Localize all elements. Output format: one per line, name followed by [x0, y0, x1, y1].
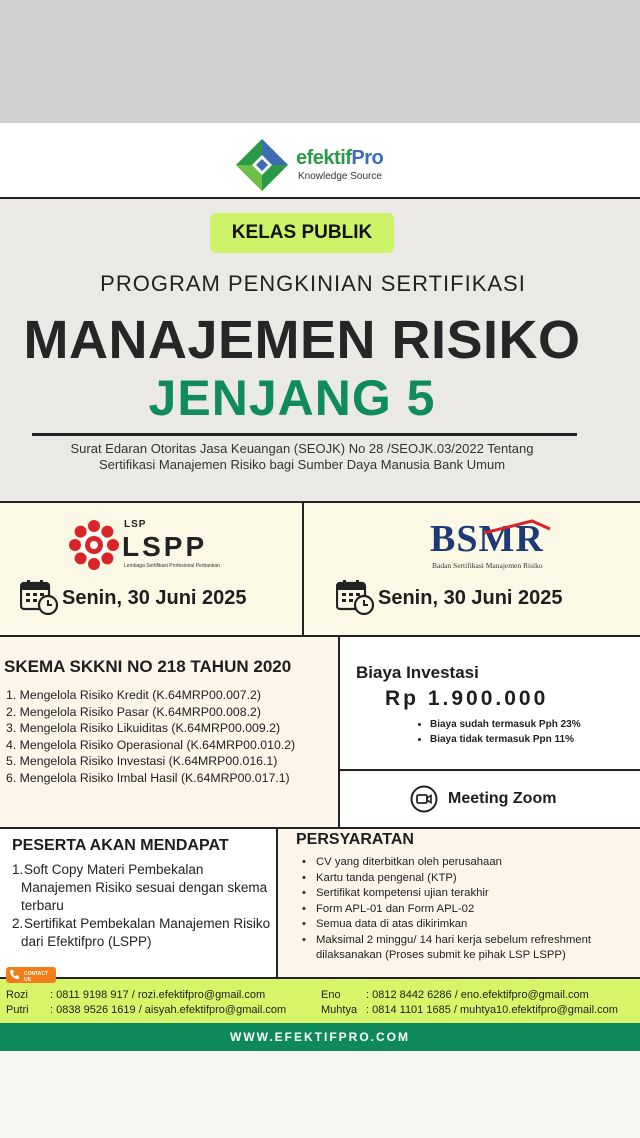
bsmr-tagline: Badan Sertifikasi Manajemen Risiko	[432, 561, 543, 570]
calendar-clock-icon	[336, 579, 374, 615]
brand-tagline: Knowledge Source	[298, 171, 382, 182]
skema-item: 1. Mengelola Risiko Kredit (K.64MRP00.007.2)	[6, 688, 261, 702]
biaya-title: Biaya Investasi	[356, 663, 479, 682]
persyaratan-item: • Sertifikat kompetensi ujian terakhir	[302, 886, 632, 902]
peserta-title: PESERTA AKAN MENDAPAT	[12, 837, 229, 854]
contact-detail[interactable]: : 0811 9198 917 / rozi.efektifpro@gmail.com	[50, 989, 266, 1001]
lspp-tagline: Lembaga Sertifikasi Profesional Perbankan	[124, 563, 220, 569]
lspp-date-text: Senin, 30 Juni 2025	[62, 587, 247, 609]
bottom-blank-area	[0, 1051, 640, 1138]
contact-name: Eno	[321, 989, 341, 1001]
title-divider	[32, 433, 577, 436]
contact-detail[interactable]: : 0838 9526 1619 / aisyah.efektifpro@gmail.com	[50, 1004, 287, 1016]
bsmr-date-text: Senin, 30 Juni 2025	[378, 587, 563, 609]
contact-us-badge	[6, 967, 56, 983]
persyaratan-item: • Maksimal 2 minggu/ 14 hari kerja sebelum refreshment dilaksanakan (Proses submit ke pihak LSP LSPP)	[302, 933, 632, 964]
lspp-wordmark: LSPP	[122, 531, 208, 562]
skema-item: 6. Mengelola Risiko Imbal Hasil (K.64MRP00.017.1)	[6, 770, 290, 785]
bsmr-panel	[304, 503, 640, 635]
meeting-zoom-panel	[340, 773, 640, 827]
contact-name: Muhtya	[321, 1004, 358, 1016]
bsmr-logo	[430, 517, 560, 577]
main-title: MANAJEMEN RISIKO	[23, 310, 581, 370]
benefits-requirements-row	[0, 829, 640, 979]
kelas-publik-badge: KELAS PUBLIK	[210, 213, 394, 253]
biaya-notes	[430, 717, 581, 747]
organizers-row	[0, 503, 640, 637]
skema-title: SKEMA SKKNI NO 218 TAHUN 2020	[4, 657, 292, 676]
contact-name: Putri	[6, 1004, 29, 1016]
persyaratan-list	[302, 855, 632, 964]
contact-us-label: CONTACT US	[24, 971, 49, 983]
peserta-panel	[0, 829, 278, 977]
skema-item: 2. Mengelola Risiko Pasar (K.64MRP00.008.2)	[6, 704, 261, 719]
skema-item: 5. Mengelola Risiko Investasi (K.64MRP00.016.1)	[6, 754, 278, 768]
meeting-zoom-label: Meeting Zoom	[448, 790, 557, 807]
regulation-line-1: Surat Edaran Otoritas Jasa Keuangan (SEOJK) No 28 /SEOJK.03/2022 Tentang	[70, 441, 534, 456]
persyaratan-item: • CV yang diterbitkan oleh perusahaan	[302, 855, 632, 871]
calendar-clock-icon	[20, 579, 58, 615]
top-blank-area	[0, 0, 640, 123]
program-subtitle: PROGRAM PENGKINIAN SERTIFIKASI	[100, 271, 526, 296]
efektifpro-logo	[234, 135, 414, 195]
bsmr-roof-icon	[482, 519, 552, 535]
persyaratan-item: • Form APL-01 dan Form APL-02	[302, 902, 632, 918]
biaya-note: • Biaya sudah termasuk Pph 23%	[430, 717, 581, 732]
lspp-logo	[68, 517, 218, 577]
skema-list	[6, 687, 295, 786]
contact-name: Rozi	[6, 989, 29, 1001]
persyaratan-item: • Semua data di atas dikirimkan	[302, 917, 632, 933]
contact-detail[interactable]: : 0812 8442 6286 / eno.efektifpro@gmail.com	[366, 989, 589, 1001]
logo-band	[0, 123, 640, 199]
biaya-amount: Rp 1.900.000	[385, 687, 549, 710]
contact-detail[interactable]: : 0814 1101 1685 / muhtya10.efektifpro@gmail.com	[366, 1004, 618, 1016]
lspp-flower-icon	[68, 519, 120, 571]
efektifpro-diamond-icon	[234, 137, 290, 193]
poster	[0, 123, 640, 1138]
hero-section	[0, 199, 640, 503]
regulation-text	[0, 441, 604, 473]
biaya-note: • Biaya tidak termasuk Ppn 11%	[430, 732, 581, 747]
brand-name: efektifPro	[296, 147, 384, 169]
persyaratan-title: PERSYARATAN	[296, 831, 414, 848]
skema-biaya-row	[0, 637, 640, 829]
skema-item: 4. Mengelola Risiko Operasional (K.64MRP00.010.2)	[6, 737, 296, 752]
lspp-small-label: LSP	[124, 519, 147, 530]
lspp-panel	[0, 503, 304, 635]
biaya-panel	[340, 637, 640, 771]
peserta-item: 2.Sertifikat Pembekalan Manajemen Risiko dari Efektifpro (LSPP)	[12, 916, 271, 949]
bsmr-wordmark: BSMR	[430, 518, 544, 560]
phone-icon	[9, 969, 20, 980]
level-title: JENJANG 5	[148, 370, 436, 426]
skema-panel	[0, 637, 340, 827]
persyaratan-panel	[278, 829, 640, 977]
regulation-line-2: Sertifikasi Manajemen Risiko bagi Sumber Daya Manusia Bank Umum	[98, 457, 506, 472]
skema-item: 3. Mengelola Risiko Likuiditas (K.64MRP00.009.2)	[6, 721, 281, 735]
video-camera-icon	[410, 785, 438, 813]
peserta-item: 1.Soft Copy Materi Pembekalan Manajemen Risiko sesuai dengan skema terbaru	[12, 862, 268, 913]
contact-row	[0, 971, 640, 1023]
peserta-list	[12, 861, 274, 951]
website-link[interactable]: WWW.EFEKTIFPRO.COM	[0, 1023, 640, 1051]
persyaratan-item: • Kartu tanda pengenal (KTP)	[302, 871, 632, 887]
